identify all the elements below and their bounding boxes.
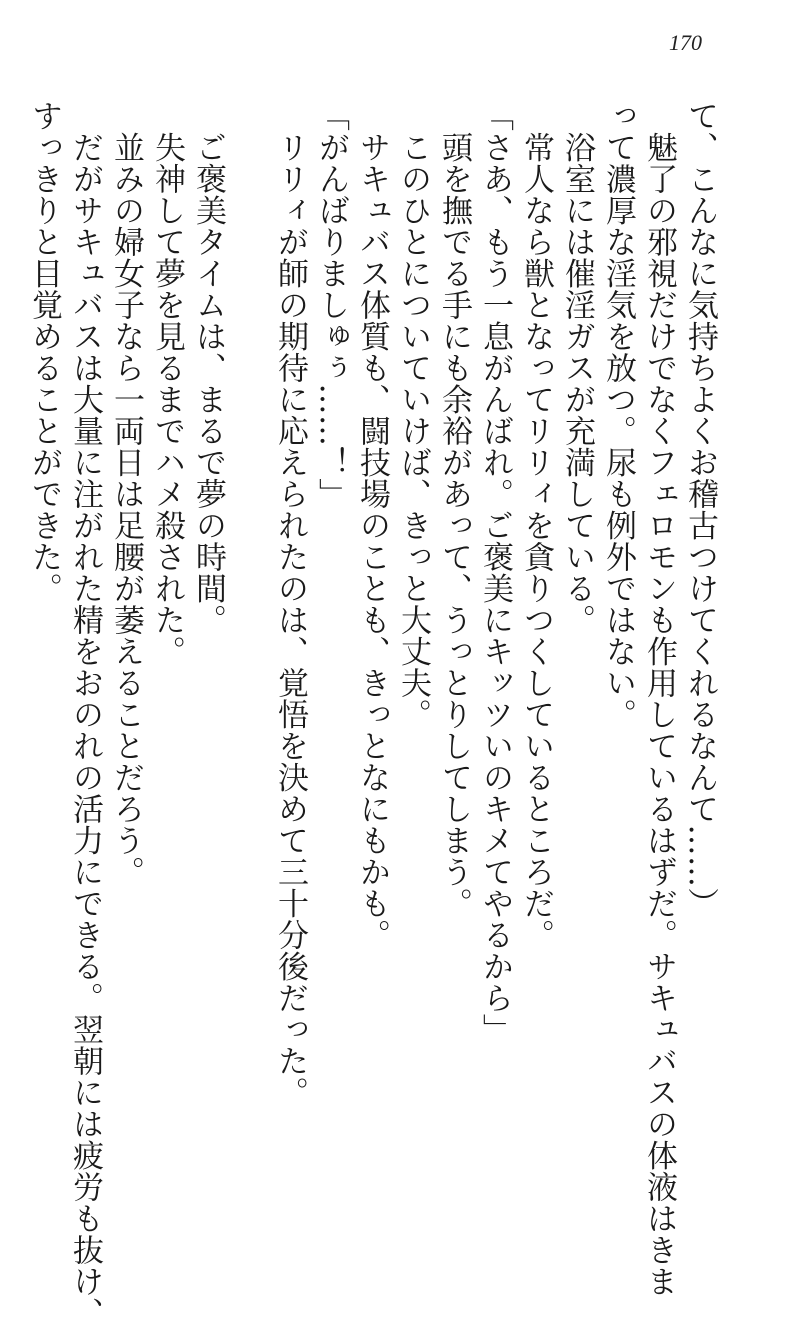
- text-line: すっきりと目覚めることができた。: [26, 100, 62, 604]
- text-line: リリィが師の期待に応えられたのは、覚悟を決めて三十分後だった。: [272, 100, 308, 1108]
- text-line: 「がんばりましゅぅ……！」: [313, 100, 349, 510]
- text-line: ご褒美タイムは、まるで夢の時間。: [190, 100, 226, 636]
- text-line: 並みの婦女子なら一両日は足腰が萎えることだろう。: [108, 100, 144, 888]
- text-line: 魅了の邪視だけでなくフェロモンも作用しているはずだ。サキュバスの体液はきま: [641, 100, 677, 1297]
- text-line: だがサキュバスは大量に注がれた精をおのれの活力にできる。翌朝には疲労も抜け、: [67, 100, 103, 1329]
- vertical-text-body: [26, 100, 720, 1329]
- text-line: 頭を撫でる手にも余裕があって、うっとりしてしまう。: [436, 100, 472, 919]
- text-line: サキュバス体質も、闘技場のことも、きっとなにもかも。: [354, 100, 390, 951]
- text-line: このひとについていけば、きっと大丈夫。: [395, 100, 431, 730]
- text-line: 「さあ、もう一息がんばれ。ご褒美にキッツいのキメてやるから」: [477, 100, 513, 1045]
- text-line: って濃厚な淫気を放つ。尿も例外ではない。: [600, 100, 636, 730]
- text-line: て、こんなに気持ちよくお稽古つけてくれるなんて……）: [682, 100, 718, 919]
- page-number: 170: [669, 30, 702, 55]
- text-line: 失神して夢を見るまでハメ殺された。: [149, 100, 185, 667]
- text-line: 常人なら獣となってリリィを貪りつくしているところだ。: [518, 100, 554, 951]
- text-line: 浴室には催淫ガスが充満している。: [559, 100, 595, 636]
- blank-line: [228, 100, 269, 131]
